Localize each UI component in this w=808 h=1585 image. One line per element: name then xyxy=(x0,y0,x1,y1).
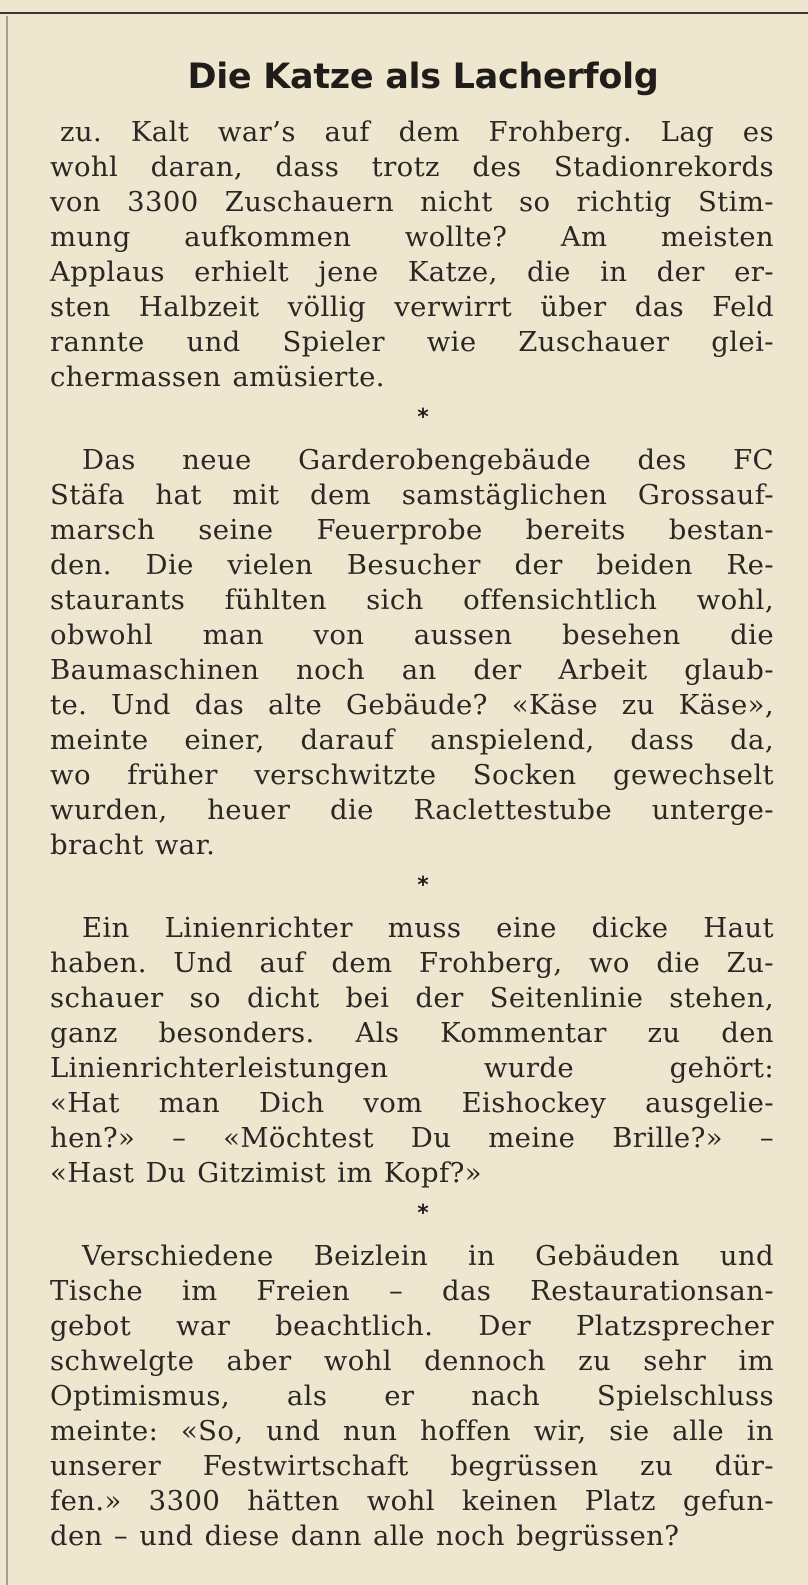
top-rule xyxy=(0,12,808,14)
text-line: marsch seine Feuerprobe bereits bestan- xyxy=(50,513,774,546)
paragraph-2 xyxy=(50,443,774,863)
text-line: mung aufkommen wollte? Am meisten xyxy=(50,220,774,253)
text-line: wohl daran, dass trotz des Stadionrekords xyxy=(50,150,774,183)
text-line: wo früher verschwitzte Socken gewechselt xyxy=(50,758,774,791)
text-line: von 3300 Zuschauern nicht so richtig Stim- xyxy=(50,185,774,218)
text-line: meinte einer, darauf anspielend, dass da, xyxy=(50,723,774,756)
text-line: haben. Und auf dem Frohberg, wo die Zu- xyxy=(50,946,774,979)
headline: Die Katze als Lacherfolg xyxy=(187,57,659,97)
left-rule xyxy=(6,16,8,1585)
text-line: zu. Kalt war’s auf dem Frohberg. Lag es xyxy=(60,115,774,148)
section-separator: * xyxy=(417,872,429,898)
text-line: sten Halbzeit völlig verwirrt über das Feld xyxy=(50,290,774,323)
text-line: schwelgte aber wohl dennoch zu sehr im xyxy=(50,1344,774,1377)
text-line: rannte und Spieler wie Zuschauer glei- xyxy=(50,325,774,358)
text-line: den – und diese dann alle noch begrüssen? xyxy=(50,1519,680,1552)
text-line: gebot war beachtlich. Der Platzsprecher xyxy=(50,1309,774,1342)
text-line: Optimismus, als er nach Spielschluss xyxy=(50,1379,774,1412)
section-separator: * xyxy=(417,404,429,430)
text-line: Ein Linienrichter muss eine dicke Haut xyxy=(82,911,774,944)
text-line: Baumaschinen noch an der Arbeit glaub- xyxy=(50,653,774,686)
text-line: Verschiedene Beizlein in Gebäuden und xyxy=(82,1239,774,1272)
text-line: «Hat man Dich vom Eishockey ausgelie- xyxy=(50,1086,774,1119)
paragraph-1 xyxy=(50,115,774,395)
text-line: bracht war. xyxy=(50,828,216,861)
text-line: Stäfa hat mit dem samstäglichen Grossauf- xyxy=(50,478,774,511)
text-line: wurden, heuer die Raclettestube unterge- xyxy=(50,793,774,826)
text-line: Applaus erhielt jene Katze, die in der er- xyxy=(50,255,774,288)
section-separator: * xyxy=(417,1200,429,1226)
text-line: staurants fühlten sich offensichtlich wohl, xyxy=(50,583,774,616)
text-line: «Hast Du Gitzimist im Kopf?» xyxy=(50,1156,483,1189)
text-line: fen.» 3300 hätten wohl keinen Platz gefun- xyxy=(50,1484,774,1517)
text-line: unserer Festwirtschaft begrüssen zu dür- xyxy=(50,1449,774,1482)
text-line: Linienrichterleistungen wurde gehört: xyxy=(50,1051,774,1084)
text-line: meinte: «So, und nun hoffen wir, sie alle in xyxy=(50,1414,774,1447)
text-line: ganz besonders. Als Kommentar zu den xyxy=(50,1016,774,1049)
text-line: obwohl man von aussen besehen die xyxy=(50,618,774,651)
text-line: te. Und das alte Gebäude? «Käse zu Käse», xyxy=(50,688,774,721)
paragraph-3 xyxy=(50,911,774,1191)
text-line: Das neue Garderobengebäude des FC xyxy=(82,443,774,476)
text-line: den. Die vielen Besucher der beiden Re- xyxy=(50,548,774,581)
text-line: Tische im Freien – das Restaurationsan- xyxy=(50,1274,774,1307)
text-line: chermassen amüsierte. xyxy=(50,360,385,393)
text-line: schauer so dicht bei der Seitenlinie stehen, xyxy=(50,981,774,1014)
text-line: hen?» – «Möchtest Du meine Brille?» – xyxy=(50,1121,774,1154)
article xyxy=(50,58,774,1554)
paragraph-4 xyxy=(50,1239,774,1554)
